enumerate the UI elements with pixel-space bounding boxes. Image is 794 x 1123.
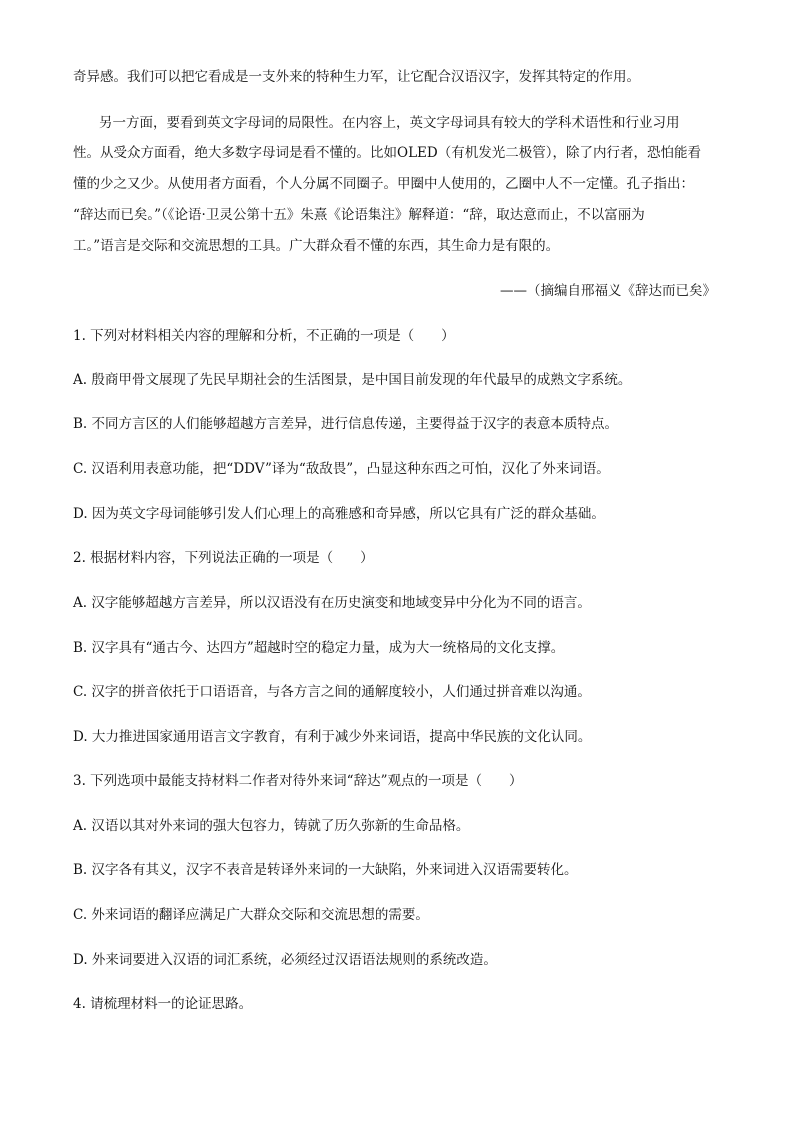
answer-option: D. 因为英文字母词能够引发人们心理上的高雅感和奇异感，所以它具有广泛的群众基础。	[73, 506, 605, 522]
answer-option: A. 汉语以其对外来词的强大包容力，铸就了历久弥新的生命品格。	[73, 818, 470, 834]
passage-line: 另一方面，要看到英文字母词的局限性。在内容上，英文字母词具有较大的学科术语性和行业习用	[99, 115, 680, 131]
question-stem: 4. 请梳理材料一的论证思路。	[73, 996, 253, 1012]
question-stem: 2. 根据材料内容，下列说法正确的一项是（ ）	[73, 550, 374, 566]
question-stem: 1. 下列对材料相关内容的理解和分析，不正确的一项是（ ）	[73, 328, 455, 344]
passage-line: “辞达而已矣。”（《论语·卫灵公第十五》朱熹《论语集注》解释道：“辞，取达意而止，不以富丽为	[73, 207, 645, 223]
answer-option: C. 汉字的拼音依托于口语语音，与各方言之间的通解度较小，人们通过拼音难以沟通。	[73, 684, 591, 700]
passage-line: 奇异感。我们可以把它看成是一支外来的特种生力军，让它配合汉语汉字，发挥其特定的作用。	[73, 69, 640, 85]
question-stem: 3. 下列选项中最能支持材料二作者对待外来词“辞达”观点的一项是（ ）	[73, 773, 523, 789]
answer-option: C. 汉语利用表意功能，把“DDV”译为“敌敌畏”，凸显这种东西之可怕，汉化了外来词语。	[73, 461, 610, 477]
answer-option: C. 外来词语的翻译应满足广大群众交际和交流思想的需要。	[73, 907, 429, 923]
answer-option: D. 大力推进国家通用语言文字教育，有利于减少外来词语，提高中华民族的文化认同。	[73, 729, 592, 745]
answer-option: A. 汉字能够超越方言差异，所以汉语没有在历史演变和地域变异中分化为不同的语言。	[73, 595, 591, 611]
answer-option: B. 汉字具有“通古今、达四方”超越时空的稳定力量，成为大一统格局的文化支撑。	[73, 640, 565, 656]
answer-option: A. 殷商甲骨文展现了先民早期社会的生活图景，是中国目前发现的年代最早的成熟文字系统。	[73, 372, 632, 388]
passage-line: 性。从受众方面看，绝大多数字母词是看不懂的。比如OLED（有机发光二极管），除了内行者，恐怕能看	[73, 145, 701, 161]
source-citation: ——（摘编自邢福义《辞达而已矣》	[500, 283, 716, 299]
answer-option: B. 汉字各有其义，汉字不表音是转译外来词的一大缺陷，外来词进入汉语需要转化。	[73, 862, 578, 878]
passage-line: 懂的少之又少。从使用者方面看，个人分属不同圈子。甲圈中人使用的，乙圈中人不一定懂。孔子指出：	[73, 176, 694, 192]
passage-line: 工。”语言是交际和交流思想的工具。广大群众看不懂的东西，其生命力是有限的。	[73, 238, 560, 254]
answer-option: B. 不同方言区的人们能够超越方言差异，进行信息传递，主要得益于汉字的表意本质特点。	[73, 416, 619, 432]
answer-option: D. 外来词要进入汉语的词汇系统，必须经过汉语语法规则的系统改造。	[73, 952, 497, 968]
